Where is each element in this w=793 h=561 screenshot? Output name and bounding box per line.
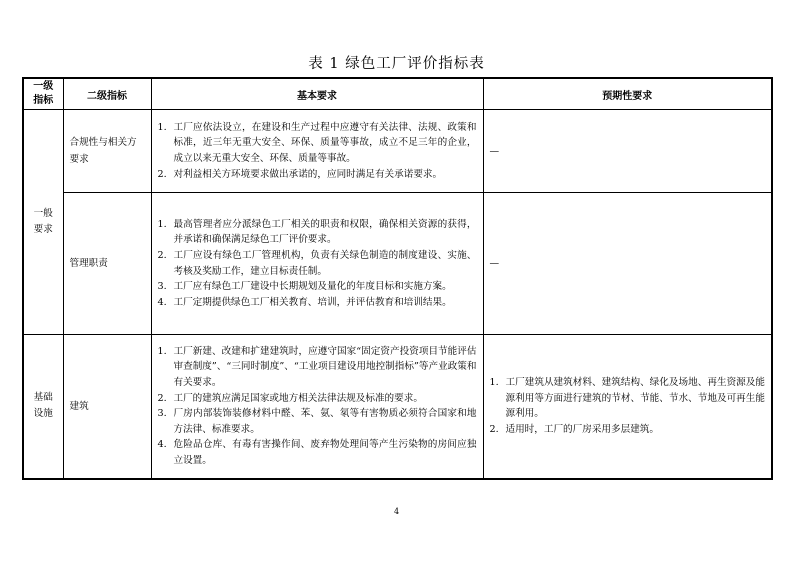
basic-requirements-list: [152, 215, 483, 313]
level2-cell: [63, 335, 151, 479]
list-item: 1. 工厂建筑从建筑材料、建筑结构、绿化及场地、再生资源及能源利用等方面进行建筑的节材、节能、节水、节地及可再生能源利用。: [489, 377, 765, 420]
basic-requirements-list: [152, 118, 483, 184]
list-item: 2. 工厂应设有绿色工厂管理机构，负责有关绿色制造的制度建设、实施、考核及奖励工作，建立目标责任制。: [157, 249, 477, 277]
expected-requirements-cell: [483, 335, 772, 479]
list-item: 2. 适用时，工厂的厂房采用多层建筑。: [489, 423, 659, 435]
expected-requirements-cell: [483, 193, 772, 335]
list-item: 3. 厂房内部装饰装修材料中醛、苯、氨、氡等有害物质必须符合国家和地方法律、标准要求。: [157, 408, 477, 435]
header-level1: [23, 78, 63, 110]
basic-requirements-cell: [151, 193, 483, 335]
list-item: 4. 危险品仓库、有毒有害操作间、废弃物处理间等产生污染物的房间应独立设置。: [157, 439, 477, 467]
page-number: 4: [393, 507, 400, 516]
level2-cell: [63, 110, 151, 193]
list-item: 2. 工厂的建筑应满足国家或地方相关法律法规及标准的要求。: [157, 392, 423, 404]
expected-requirements-list: [484, 373, 772, 439]
list-item: 3. 工厂应有绿色工厂建设中长期规划及量化的年度目标和实施方案。: [157, 281, 452, 293]
table-row: [23, 335, 772, 479]
level1-text: 一般要求: [33, 208, 53, 235]
list-item: 1. 工厂应依法设立，在建设和生产过程中应遵守有关法律、法规、政策和标准，近三年无重大安全、环保、质量等事故，成立不足三年的企业，成立以来无重大安全、环保、质量等事故。: [157, 121, 477, 164]
basic-requirements-list: [152, 342, 483, 471]
level2-cell: [63, 193, 151, 335]
evaluation-table: [22, 77, 773, 480]
level1-cell: [23, 335, 63, 479]
header-basic: 基本要求: [151, 78, 483, 110]
level1-cell: [23, 110, 63, 335]
table-header-row: [23, 78, 772, 110]
list-item: 2. 对利益相关方环境要求做出承诺的，应同时满足有关承诺要求。: [157, 168, 443, 180]
list-item: 1. 工厂新建、改建和扩建建筑时，应遵守国家“固定资产投资项目节能评估审查制度”、“三同时制度”、“工业项目建设用地控制指标”等产业政策和有关要求。: [157, 345, 477, 389]
empty-dash: —: [489, 145, 500, 157]
header-level1-text: 一级指标: [33, 81, 54, 106]
list-item: 1. 最高管理者应分派绿色工厂相关的职责和权限，确保相关资源的获得，并承诺和确保满足绿色工厂评价要求。: [157, 218, 477, 246]
table-row: [23, 193, 772, 335]
header-expected: 预期性要求: [483, 78, 772, 110]
table-title: 表 1 绿色工厂评价指标表: [308, 56, 485, 72]
expected-requirements-cell: [483, 110, 772, 193]
table-row: [23, 110, 772, 193]
level1-text: 基础设施: [33, 392, 53, 420]
level2-text: 管理职责: [69, 258, 108, 269]
basic-requirements-cell: [151, 335, 483, 479]
level2-text: 建筑: [69, 400, 89, 412]
list-item: 4. 工厂定期提供绿色工厂相关教育、培训，并评估教育和培训结果。: [157, 296, 452, 308]
header-level2: 二级指标: [63, 78, 151, 110]
level2-text: 合规性与相关方要求: [69, 137, 137, 165]
empty-dash: —: [489, 258, 500, 269]
basic-requirements-cell: [151, 110, 483, 193]
